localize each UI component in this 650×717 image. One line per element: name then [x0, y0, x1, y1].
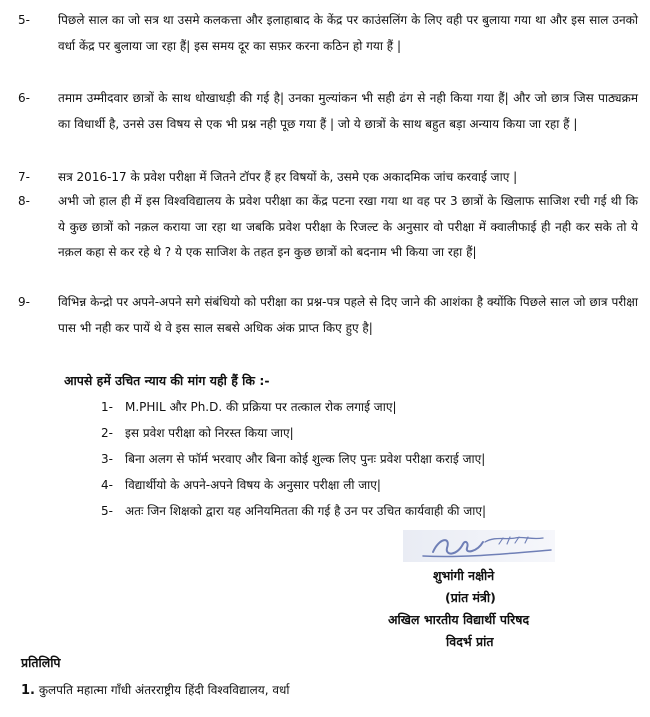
demand-text: विद्यार्थीयो के अपने-अपने विषय के अनुसार परीक्षा ली जाए| [125, 478, 381, 492]
point-number: 8- [18, 194, 30, 208]
demand-item [101, 397, 397, 417]
point-number: 7- [18, 170, 30, 184]
demand-number: 4- [101, 478, 113, 492]
point-7 [18, 165, 638, 191]
demand-number: 3- [101, 452, 113, 466]
demand-item [101, 423, 294, 443]
point-text: अभी जो हाल ही में इस विश्वविद्यालय के प्रवेश परीक्षा का केंद्र पटना रखा गया था वह पर 3 छात्रों के खिलाफ साजिश रची गई थी कि ये कुछ छात्रों को नक़ल कराया जा रहा था जबकि प्रवेश परीक्षा के रिजल्ट के अनुसार वो परीक्षा में क्वालीफाई ही नही कर सके तो ये नक़ल कहा से कर रहे थे ? ये एक साजिश के तहत इन कुछ छात्रों को बदनाम भी किया जा रहा हैं| [58, 194, 638, 259]
demand-item [101, 475, 381, 495]
point-6 [18, 86, 638, 137]
demand-text: इस प्रवेश परीक्षा को निरस्त किया जाए| [125, 426, 294, 440]
point-text: तमाम उम्मीदवार छात्रों के साथ धोखाधड़ी की गई है| उनका मुल्यांकन भी सही ढंग से नही किया गया हैं| और जो छात्र जिस पाठ्यक्रम का विधार्थी है, उनसे उस विषय से एक भी प्रश्न नही पूछ गया हैं | जो ये छात्रों के साथ बहुत बड़ा अन्याय किया जा रहा हैं | [58, 91, 638, 131]
point-number: 5- [18, 13, 30, 27]
copy-item-number: 1. [21, 683, 35, 698]
point-number: 6- [18, 91, 30, 105]
demands-heading: आपसे हमें उचित न्याय की मांग यही हैं कि :- [64, 373, 270, 388]
demand-item [101, 501, 486, 521]
demand-text: बिना अलग से फॉर्म भरवाए और बिना कोई शुल्क लिए पुनः प्रवेश परीक्षा कराई जाए| [125, 452, 486, 466]
point-9 [18, 290, 638, 341]
demand-number: 1- [101, 400, 113, 414]
demand-number: 5- [101, 504, 113, 518]
organization-name: अखिल भारतीय विद्यार्थी परिषद [388, 612, 530, 627]
demand-number: 2- [101, 426, 113, 440]
copy-title: प्रतिलिपि [21, 655, 61, 670]
region-name: विदर्भ प्रांत [446, 634, 494, 649]
demand-item [101, 449, 485, 469]
point-number: 9- [18, 295, 30, 309]
demand-text: M.PHIL और Ph.D. की प्रक्रिया पर तत्काल रोक लगाई जाए| [125, 400, 397, 414]
point-8 [18, 189, 638, 266]
point-5 [18, 8, 638, 59]
handwritten-signature [403, 530, 555, 562]
point-text: सत्र 2016-17 के प्रवेश परीक्षा में जितने टॉपर हैं हर विषयों के, उसमे एक अकादमिक जांच करवाई जाए | [58, 170, 518, 184]
point-text: विभिन्न केन्द्रो पर अपने-अपने सगे संबंधियो को परीक्षा का प्रश्न-पत्र पहले से दिए जाने की आशंका है क्योंकि पिछले साल जो छात्र परीक्षा पास भी नही कर पायें थे वे इस साल सबसे अधिक अंक प्राप्त किए हुए है| [58, 295, 638, 335]
demand-text: अतः जिन शिक्षको द्वारा यह अनियमितता की गई है उन पर उचित कार्यवाही की जाए| [125, 504, 487, 518]
copy-item-text: कुलपति महात्मा गाँधी अंतरराष्ट्रीय हिंदी विश्वविद्यालय, वर्धा [38, 683, 290, 697]
signatory-designation: (प्रांत मंत्री) [445, 590, 496, 605]
signatory-name: शुभांगी नक्षीने [433, 568, 495, 583]
copy-item [21, 681, 290, 698]
point-text: पिछले साल का जो सत्र था उसमे कलकत्ता और इलाहाबाद के केंद्र पर काउंसलिंग के लिए वही पर बुलाया गया था और इस साल उनको वर्धा केंद्र पर बुलाया जा रहा हैं| इस समय दूर का सफ़र करना कठिन हो गया हैं | [58, 13, 638, 53]
